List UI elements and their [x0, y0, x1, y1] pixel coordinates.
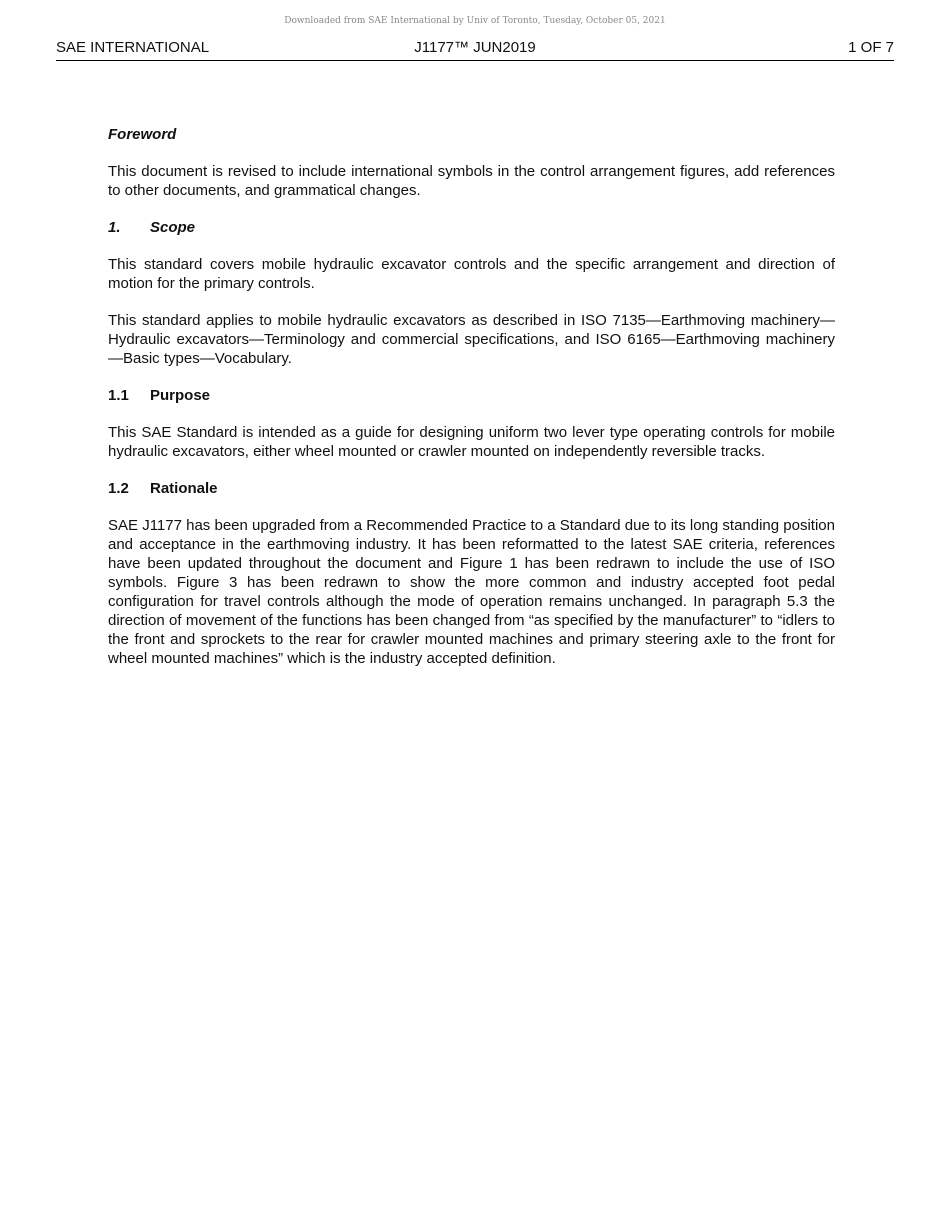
page-number: 1 OF 7	[848, 39, 894, 56]
running-header	[56, 38, 894, 61]
purpose-heading	[108, 386, 835, 405]
purpose-paragraph: This SAE Standard is intended as a guide for designing uniform two lever type operating controls for mobile hydraulic excavators, either wheel mounted or crawler mounted on independently reversible tracks.	[108, 424, 835, 460]
rationale-paragraph: SAE J1177 has been upgraded from a Recommended Practice to a Standard due to its long standing position and acceptance in the earthmoving industry. It has been reformatted to the latest SAE criteria, references have been updated throughout the document and Figure 1 has been redrawn to include the use of ISO symbols. Figure 3 has been redrawn to show the more common and industry accepted foot pedal configuration for travel controls although the mode of operation remains unchanged. In paragraph 5.3 the direction of movement of the functions has been changed from “as specified by the manufacturer” to “idlers to the front and sprockets to the rear for crawler mounted machines and primary steering axle to the front for wheel mounted machines” which is the industry accepted definition.	[108, 517, 835, 667]
section-title: Scope	[150, 219, 196, 236]
scope-paragraph-1: This standard covers mobile hydraulic excavator controls and the specific arrangement and direction of motion for the primary controls.	[108, 256, 835, 292]
download-watermark: Downloaded from SAE International by Univ of Toronto, Tuesday, October 05, 2021	[284, 16, 666, 26]
document-number: J1177™ JUN2019	[414, 39, 536, 56]
section-number: 1.1	[108, 387, 129, 404]
publisher-name: SAE INTERNATIONAL	[56, 39, 210, 56]
document-body	[108, 125, 835, 686]
scope-heading	[108, 218, 835, 237]
section-number: 1.	[108, 219, 121, 236]
rationale-heading	[108, 479, 835, 498]
section-title: Rationale	[150, 480, 218, 497]
scope-paragraph-2: This standard applies to mobile hydraulic excavators as described in ISO 7135—Earthmoving machinery—Hydraulic excavators—Terminology and commercial specifications, and ISO 6165—Earthmoving machinery—Basic types—Vocabulary.	[108, 312, 835, 367]
section-number: 1.2	[108, 480, 129, 497]
foreword-paragraph: This document is revised to include international symbols in the control arrangement figures, add references to other documents, and grammatical changes.	[108, 163, 835, 199]
foreword-heading: Foreword	[108, 126, 177, 143]
section-title: Purpose	[150, 387, 211, 404]
